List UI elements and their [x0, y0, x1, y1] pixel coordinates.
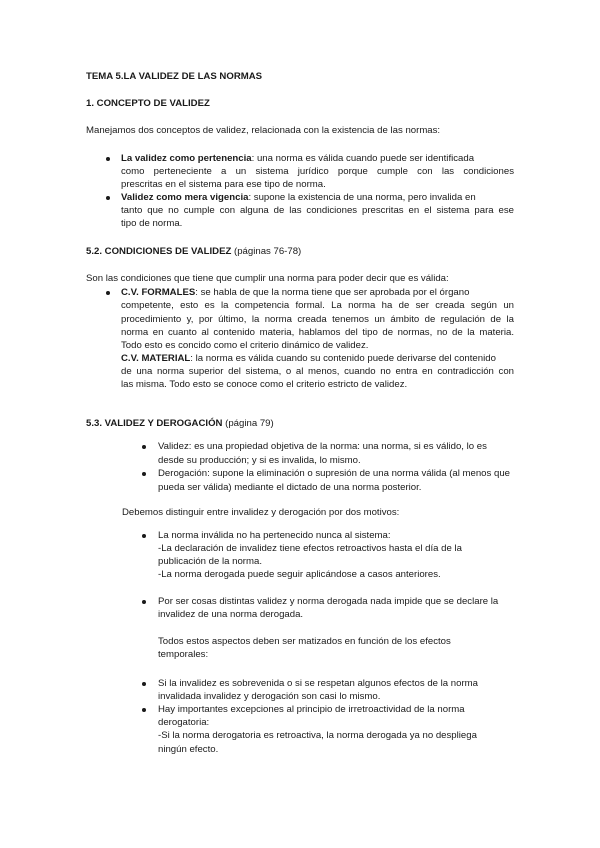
text-line: publicación de la norma.: [158, 556, 262, 567]
heading-text: 5.2. CONDICIONES DE VALIDEZ: [86, 246, 232, 257]
text-line: -Si la norma derogatoria es retroactiva, la norma derogada ya no despliega: [158, 730, 477, 741]
text-segment: : se habla de que la norma tiene que ser aprobada por el órgano: [195, 287, 470, 298]
bullet-mera-vigencia-line: [121, 192, 476, 204]
bullet-dot: [142, 534, 146, 538]
text-line: como perteneciente a un sistema jurídico porque cumple con las condiciones: [121, 166, 514, 177]
text-line: Todos estos aspectos deben ser matizados en función de los efectos: [158, 636, 451, 647]
bullet-validez-pertenencia-line: [121, 153, 474, 165]
document-title: TEMA 5.LA VALIDEZ DE LAS NORMAS: [86, 71, 263, 82]
heading-text: 5.3. VALIDEZ Y DEROGACIÓN: [86, 418, 223, 429]
term-cv-formales: C.V. FORMALES: [121, 287, 196, 298]
distinguish-paragraph: Debemos distinguir entre invalidez y derogación por dos motivos:: [122, 507, 400, 518]
text-line: -La norma derogada puede seguir aplicándose a casos anteriores.: [158, 569, 441, 580]
text-line: -La declaración de invalidez tiene efectos retroactivos hasta el día de la: [158, 543, 462, 554]
bullet-dot: [106, 291, 110, 295]
text-line: competente, esto es la competencia formal. La norma ha de ser creada según un: [121, 300, 514, 311]
bullet-dot: [142, 682, 146, 686]
text-line: norma en cuanto al contenido materia, hablamos del tipo de normas, no de la materia.: [121, 327, 514, 338]
text-line: Por ser cosas distintas validez y norma derogada nada impide que se declare la: [158, 596, 499, 607]
section-1-intro: Manejamos dos conceptos de validez, relacionada con la existencia de las normas:: [86, 125, 441, 136]
text-line: Hay importantes excepciones al principio de irretroactividad de la norma: [158, 704, 465, 715]
term-validez-pertenencia: La validez como pertenencia: [121, 153, 252, 164]
text-segment: : una norma es válida cuando puede ser identificada: [251, 153, 475, 164]
text-line: invalidada invalidez y derogación son casi lo mismo.: [158, 691, 381, 702]
text-line: La norma inválida no ha pertenecido nunca al sistema:: [158, 530, 391, 541]
text-segment: : supone la existencia de una norma, pero invalida en: [248, 192, 476, 203]
text-line: invalidez de una norma derogada.: [158, 609, 304, 620]
term-cv-material: C.V. MATERIAL: [121, 353, 191, 364]
section-2-intro: Son las condiciones que tiene que cumplir una norma para poder decir que es válida:: [86, 273, 449, 284]
cv-material-line: [121, 353, 496, 365]
section-1-heading: 1. CONCEPTO DE VALIDEZ: [86, 98, 210, 109]
bullet-dot: [142, 445, 146, 449]
bullet-dot: [142, 600, 146, 604]
text-line: procedimiento y, por último, la norma creada tenemos un ámbito de regulación de la: [121, 314, 514, 325]
term-mera-vigencia: Validez como mera vigencia: [121, 192, 249, 203]
text-line: pueda ser válida) mediante el dictado de una norma posterior.: [158, 482, 422, 493]
bullet-dot: [106, 196, 110, 200]
bullet-cv-formales-line: [121, 287, 469, 299]
text-line: desde su producción; y si es invalida, lo mismo.: [158, 455, 361, 466]
bullet-dot: [142, 708, 146, 712]
text-line: Derogación: supone la eliminación o supresión de una norma válida (al menos que: [158, 468, 510, 479]
text-line: Todo esto es concido como el criterio dinámico de validez.: [121, 340, 369, 351]
page-reference: (páginas 76-78): [231, 246, 302, 257]
text-segment: : la norma es válida cuando su contenido puede derivarse del contenido: [190, 353, 496, 364]
text-line: prescritas en el sistema para ese tipo de norma.: [121, 179, 326, 190]
text-line: tanto que no cumple con alguna de las condiciones prescritas en el sistema para ese: [121, 205, 514, 216]
text-line: derogatoria:: [158, 717, 210, 728]
text-line: temporales:: [158, 649, 209, 660]
text-line: de una norma superior del sistema, o al menos, cuando no entra en contradicción con: [121, 366, 514, 377]
bullet-dot: [106, 157, 110, 161]
section-2-heading: [86, 246, 301, 258]
text-line: Si la invalidez es sobrevenida o si se respetan algunos efectos de la norma: [158, 678, 478, 689]
text-line: ningún efecto.: [158, 744, 219, 755]
page-reference: (página 79): [222, 418, 274, 429]
text-line: las misma. Todo esto se conoce como el criterio estricto de validez.: [121, 379, 408, 390]
text-line: Validez: es una propiedad objetiva de la norma: una norma, si es válido, lo es: [158, 441, 487, 452]
text-line: tipo de norma.: [121, 218, 183, 229]
section-3-heading: [86, 418, 274, 430]
bullet-dot: [142, 472, 146, 476]
